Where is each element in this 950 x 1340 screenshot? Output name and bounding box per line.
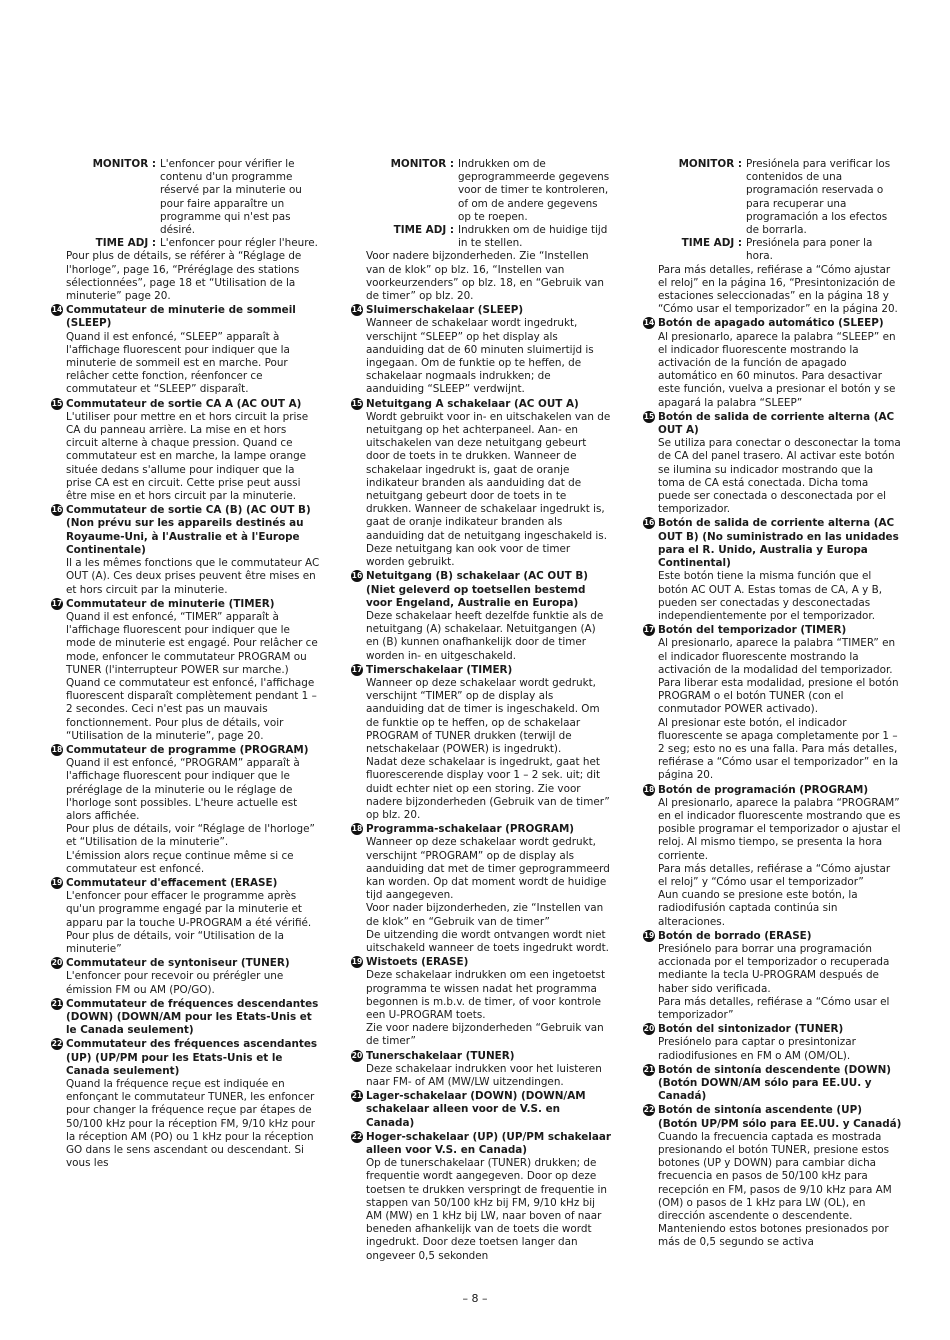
section-title: Commutateur de sortie CA A (AC OUT A) (66, 397, 302, 410)
section-item (51, 504, 320, 596)
section-item (351, 1049, 611, 1090)
section-item (51, 997, 320, 1038)
section-paragraph: Para más detalles, refiérase a “Cómo usar el temporizador” (658, 995, 890, 1021)
section-number-badge: 15 (643, 411, 655, 421)
section-heading (51, 397, 320, 411)
section-title: Wistoets (ERASE) (366, 956, 469, 969)
section-paragraph: Al presionar este botón, el indicador fluorescente se apaga completamente por 1 – 2 seg; esto no es una falla. Para más detalles, refiérase a “Cómo usar el temporizador” en la página 20. (658, 716, 899, 782)
section-body (66, 757, 320, 876)
section-body (366, 836, 611, 955)
section-heading (643, 1104, 902, 1130)
section-number-badge: 22 (51, 1039, 63, 1049)
section-item (351, 1090, 611, 1130)
section-heading (51, 876, 320, 890)
section-heading (351, 1090, 611, 1130)
section-item (643, 517, 902, 623)
section-heading (351, 304, 611, 317)
section-body (366, 677, 611, 822)
section-body (366, 610, 611, 663)
section-list (51, 304, 320, 1170)
section-number-badge: 19 (51, 877, 63, 887)
section-number-badge: 16 (51, 505, 63, 515)
section-heading (351, 1049, 611, 1063)
section-number-badge: 17 (51, 598, 63, 608)
section-number-badge: 21 (643, 1064, 655, 1074)
section-heading (351, 1130, 611, 1157)
section-item (643, 317, 902, 409)
section-item (51, 1038, 320, 1170)
section-item (643, 1063, 902, 1104)
section-title: Botón de sintonía descendente (DOWN) (Botón DOWN/AM sólo para EE.UU. y Canadá) (658, 1063, 892, 1103)
section-title: Botón de salida de corriente alterna (AC OUT A) (658, 410, 895, 437)
section-body (658, 437, 902, 516)
section-paragraph: Wordt gebruikt voor in- en uitschakelen van de netuitgang op het achterpaneel. Aan- en uitschakelen van deze netuitgang gebeurt door de toets in te drukken. Wanneer de schakelaar ingedrukt is, gaat de oranje indikateur branden als aanduiding dat de netuitgang gebeurt door de toets in te drukken. Wanneer de schakelaar ingedrukt is, gaat de oranje indikateur branden als aanduiding dat de netuitgang ingeschakeld is. Deze netuitgang kan ook voor de timer worden gebruikt. (366, 410, 611, 569)
page-number: – 8 – (462, 1292, 488, 1305)
section-heading (643, 929, 902, 943)
section-body (366, 317, 611, 396)
section-body (658, 943, 902, 1022)
section-paragraph: L'émission alors reçue continue même si ce commutateur est enfoncé. (66, 849, 294, 875)
section-heading (643, 517, 902, 570)
section-paragraph: Para más detalles, refiérase a “Cómo ajustar el reloj” y “Cómo usar el temporizador” (658, 862, 891, 888)
section-body (658, 1131, 902, 1250)
section-item (643, 929, 902, 1022)
definition-monitor (366, 158, 611, 224)
section-title: Botón de borrado (ERASE) (658, 929, 812, 942)
section-paragraph: Cuando la frecuencia captada es mostrada presionando el botón TUNER, presione estos botones (UP y DOWN) para cambiar dicha frecuencia en pasos de 50/100 kHz para recepción en FM, pasos de 9/10 kHz para AM (OM) o pasos de 1 kHz para LW (OL), en dirección ascendente o descendente. Manteniendo estos botones presionados por más de 0,5 segundo se activa (658, 1130, 892, 1249)
section-heading (643, 1063, 902, 1104)
section-heading (51, 504, 320, 557)
section-number-badge: 22 (643, 1105, 655, 1115)
section-item (51, 876, 320, 956)
section-heading (351, 397, 611, 411)
section-title: Botón de salida de corriente alterna (AC OUT B) (No suministrado en las unidades para el R. Unido, Australia y Europa Continental) (658, 517, 899, 570)
section-number-badge: 14 (51, 305, 63, 315)
section-heading (51, 997, 320, 1038)
definition-term: MONITOR : (678, 158, 742, 170)
section-item (643, 783, 902, 929)
section-number-badge: 18 (351, 824, 363, 834)
section-number-badge: 16 (351, 571, 363, 581)
section-title: Commutateur des fréquences ascendantes (UP) (UP/PM pour les Etats-Unis et le Canada seulement) (66, 1038, 318, 1077)
section-item (351, 663, 611, 822)
section-paragraph: Deze schakelaar heeft dezelfde funktie als de netuitgang (A) schakelaar. Netuitgangen (A) en (B) kunnen onafhankelijk door de timer worden in- en uitgeschakeld. (366, 609, 604, 662)
section-paragraph: Al presionarlo, aparece la palabra “SLEEP” en el indicador fluorescente mostrando la activación de la función de apagado automático en 60 minutos. Para desactivar este función, vuelva a presionar el botón y se apagará la palabra “SLEEP” (658, 330, 896, 409)
section-number-badge: 20 (51, 958, 63, 968)
section-paragraph: Quand il est enfoncé, “TIMER” apparaît à l'affichage fluorescent pour indiquer que le mode de minuterie est engagé. Pour relâcher ce mode, enfoncer le commutateur PROGRAM ou TUNER (l'interrupteur POWER sur marche.) (66, 610, 318, 676)
section-list (351, 304, 611, 1263)
section-title: Commutateur de minuterie de sommeil (SLEEP) (66, 304, 296, 330)
section-paragraph: Voor nader bijzonderheden, zie “Instellen van de klok” en “Gebruik van de timer” (366, 902, 604, 928)
section-number-badge: 21 (51, 998, 63, 1008)
section-item (51, 743, 320, 876)
section-number-badge: 21 (351, 1091, 363, 1101)
section-number-badge: 16 (643, 518, 655, 528)
section-paragraph: Wanneer op deze schakelaar wordt gedrukt, verschijnt “PROGRAM” op de display als aanduiding dat met de timer geprogrammeerd kan worden. Op dat moment wordt de huidige tijd aangegeven. (366, 836, 610, 902)
section-item (351, 956, 611, 1048)
section-heading (351, 823, 611, 836)
section-body (66, 970, 320, 996)
definition-time-adj (658, 237, 902, 263)
section-body (658, 1036, 902, 1062)
section-title: Commutateur de sortie CA (B) (AC OUT B) (Non prévu sur les appareils destinés au Royaume-Uni, à l'Australie et à l'Europe Continentale) (66, 504, 311, 556)
section-paragraph: Quand il est enfoncé, “PROGRAM” apparaît à l'affichage fluorescent pour indiquer que le préréglage de la minuterie ou le réglage de l'horloge sont possibles. L'heure actuelle est alors affichée. (66, 757, 300, 822)
section-paragraph: Al presionarlo, aparece la palabra “PROGRAM” en el indicador fluorescente mostrando que es posible programar el temporizador o ajustar el reloj. Al mismo tiempo, se presenta la hora corriente. (658, 796, 901, 862)
section-item (643, 624, 902, 782)
section-body (366, 1157, 611, 1263)
section-paragraph: Deze schakelaar indrukken om een ingetoetst programma te wissen nadat het programma begonnen is m.b.v. de timer, of voor kontrole een U-PROGRAM toets. (366, 969, 606, 1021)
section-title: Timerschakelaar (TIMER) (366, 663, 513, 676)
section-item (51, 957, 320, 997)
section-item (643, 1104, 902, 1249)
section-number-badge: 19 (643, 930, 655, 940)
section-title: Botón de apagado automático (SLEEP) (658, 317, 884, 330)
definition-term: TIME ADJ : (393, 224, 454, 237)
section-paragraph: Quand il est enfoncé, “SLEEP” apparaît à l'affichage fluorescent pour indiquer que la minuterie de sommeil est en marche. Pour relâcher cette fonction, réenfoncer ce commutateur et “SLEEP” disparaît. (66, 330, 290, 396)
intro-paragraph: Voor nadere bijzonderheden. Zie “Instellen van de klok” op blz. 16, “Instellen van voorkeurzenders” op blz. 18, en “Gebruik van de timer” op blz. 20. (366, 250, 604, 303)
intro-paragraph: Pour plus de détails, se référer à “Réglage de l'horloge”, page 16, “Préréglage des stations sélectionnées”, page 18 et “Utilisation de la minuterie” page 20. (66, 250, 302, 303)
section-body (366, 1063, 611, 1089)
section-body (658, 637, 902, 782)
section-number-badge: 15 (351, 398, 363, 408)
section-title: Netuitgang A schakelaar (AC OUT A) (366, 397, 579, 410)
section-item (643, 1023, 902, 1063)
section-item (643, 410, 902, 517)
definition-time-adj (66, 237, 320, 250)
section-paragraph: Deze schakelaar indrukken voor het luisteren naar FM- of AM (MW/LW uitzendingen. (366, 1062, 602, 1089)
section-heading (51, 597, 320, 611)
definition-text: Presiónela para poner la hora. (746, 237, 873, 263)
column-dutch (351, 158, 611, 1263)
section-number-badge: 15 (51, 398, 63, 408)
section-title: Sluimerschakelaar (SLEEP) (366, 304, 524, 317)
section-paragraph: Op de tunerschakelaar (TUNER) drukken; de frequentie wordt aangegeven. Door op deze toetsen te drukken verspringt de frequentie in stappen van 50/100 kHz bij FM, 9/10 kHz bij AM (MW) en 1 kHz bij LW, naar boven of naar beneden afhankelijk van de toets die wordt ingedrukt. Door deze toetsen langer dan ongeveer 0,5 sekonden (366, 1157, 607, 1262)
definition-text: Indrukken om de huidige tijd in te stellen. (458, 224, 608, 250)
definition-monitor (658, 158, 902, 237)
section-paragraph: De uitzending die wordt ontvangen wordt niet uitschakeld wanneer de toets ingedrukt wordt. (366, 928, 609, 954)
section-paragraph: Wanneer de schakelaar wordt ingedrukt, verschijnt “SLEEP” op het display als aanduiding dat de 60 minuten sluimertijd is ingegaan. Om de funktie op te heffen, de schakelaar nogmaals indrukken; de aanduiding “SLEEP” verdwijnt. (366, 317, 594, 396)
section-heading (51, 957, 320, 970)
section-title: Botón del sintonizador (TUNER) (658, 1023, 844, 1036)
section-body (66, 890, 320, 956)
section-title: Commutateur de programme (PROGRAM) (66, 743, 309, 756)
section-heading (51, 743, 320, 757)
section-item (351, 397, 611, 570)
section-heading (51, 1038, 320, 1078)
section-body (66, 1078, 320, 1170)
section-paragraph: Este botón tiene la misma función que el botón AC OUT A. Estas tomas de CA, A y B, pueden ser conectadas y desconectadas independientemente por el temporizador. (658, 570, 883, 622)
section-number-badge: 14 (351, 305, 363, 315)
section-heading (643, 410, 902, 437)
section-title: Commutateur de minuterie (TIMER) (66, 597, 275, 610)
section-heading (51, 304, 320, 330)
section-paragraph: Al presionarlo, aparece la palabra “TIMER” en el indicador fluorescente mostrando la activación de la modalidad del temporizador. Para liberar esta modalidad, presione el botón PROGRAM o el botón TUNER (con el conmutador POWER activado). (658, 637, 899, 716)
section-title: Commutateur de fréquences descendantes (DOWN) (DOWN/AM pour les Etats-Unis et le Canada seulement) (66, 997, 319, 1037)
section-heading (643, 317, 902, 330)
section-body (66, 411, 320, 503)
section-paragraph: Nadat deze schakelaar is ingedrukt, gaat het fluorescerende display voor 1 – 2 sek. uit; dit duidt echter niet op een storing. Zie voor nadere bijzonderheden (Gebruik van de timer” op blz. 20. (366, 756, 610, 821)
definition-text: L'enfoncer pour régler l'heure. (160, 237, 318, 250)
section-title: Botón de programación (PROGRAM) (658, 783, 869, 796)
section-body (66, 611, 320, 743)
section-paragraph: L'utiliser pour mettre en et hors circuit la prise CA du panneau arrière. La mise en et hors circuit alterne à chaque pression. Quand ce commutateur est en marche, la lampe orange située dedans s'allume pour indiquer que la prise CA est en circuit. Cette prise peut aussi être mise en et hors circuit par la minuterie. (66, 410, 309, 503)
section-body (66, 331, 320, 397)
section-heading (351, 956, 611, 969)
section-body (366, 411, 611, 569)
section-paragraph: Presiónelo para borrar una programación accionada por el temporizador o recuperada mediante la tecla U-PROGRAM después de haber sido verificada. (658, 942, 890, 995)
section-title: Hoger-schakelaar (UP) (UP/PM schakelaar alleen voor V.S. en Canada) (366, 1130, 611, 1157)
section-paragraph: Quand la fréquence reçue est indiquée en enfonçant le commutateur TUNER, les enfoncer pour changer la fréquence reçue par étapes de 50/100 kHz pour la réception FM, 9/10 kHz pour la réception AM (PO) ou 1 kHz pour la réception GO dans le sens ascendant ou descendant. Si vous les (66, 1078, 316, 1170)
intro-paragraph: Para más detalles, refiérase a “Cómo ajustar el reloj” en la página 16, “Presintonización de estaciones seleccionadas” en la página 18 y “Cómo usar el temporizador” en la página 20. (658, 263, 898, 316)
section-body (66, 557, 320, 597)
section-heading (643, 624, 902, 637)
section-paragraph: Il a les mêmes fonctions que le commutateur AC OUT (A). Ces deux prises peuvent être mises en et hors circuit par la minuterie. (66, 557, 320, 596)
section-number-badge: 17 (643, 625, 655, 635)
section-number-badge: 20 (643, 1024, 655, 1034)
section-title: Programma-schakelaar (PROGRAM) (366, 823, 575, 836)
section-item (351, 1130, 611, 1263)
section-paragraph: L'enfoncer pour recevoir ou prérégler une émission FM ou AM (PO/GO). (66, 970, 284, 996)
section-list (643, 317, 902, 1249)
section-item (51, 304, 320, 396)
section-title: Commutateur de syntoniseur (TUNER) (66, 957, 290, 970)
definition-text: Presiónela para verificar los contenidos de una programación reservada o para recuperar una programación a los efectos de borrarla. (746, 158, 891, 237)
definition-term: TIME ADJ : (95, 237, 156, 250)
section-number-badge: 19 (351, 957, 363, 967)
definition-term: MONITOR : (92, 158, 156, 170)
section-paragraph: L'enfoncer pour effacer le programme après qu'un programme engagé par la minuterie et apparu par la touche U-PROGRAM a été vérifié. (66, 890, 312, 929)
section-body (658, 570, 902, 623)
section-title: Commutateur d'effacement (ERASE) (66, 876, 278, 889)
section-paragraph: Quand ce commutateur est enfoncé, l'affichage fluorescent disparaît complètement pendant 1 – 2 secondes. Ceci n'est pas un mauvais fonctionnement. Pour plus de détails, voir “Utilisation de la minuterie”, page 20. (66, 676, 317, 742)
section-heading (643, 783, 902, 797)
section-paragraph: Pour plus de détails, voir “Utilisation de la minuterie” (66, 929, 284, 955)
definition-text: Indrukken om de geprogrammeerde gegevens voor de timer te kontroleren, of om de andere gegevens op te roepen. (458, 158, 610, 223)
section-body (366, 969, 611, 1048)
section-number-badge: 17 (351, 664, 363, 674)
section-item (351, 570, 611, 662)
section-item (351, 304, 611, 396)
section-paragraph: Pour plus de détails, voir “Réglage de l'horloge” et “Utilisation de la minuterie”. (66, 823, 315, 849)
column-french (51, 158, 320, 1170)
column-spanish (643, 158, 902, 1250)
section-heading (351, 663, 611, 677)
definition-monitor (66, 158, 320, 237)
section-title: Lager-schakelaar (DOWN) (DOWN/AM schakelaar alleen voor de V.S. en Canada) (366, 1090, 586, 1129)
section-paragraph: Wanneer op deze schakelaar wordt gedrukt, verschijnt “TIMER” op de display als aanduiding dat de timer is ingeschakeld. Om de funktie op te heffen, op de schakelaar PROGRAM of TUNER drukken (terwijl de netschakelaar (POWER) is ingedrukt). (366, 676, 600, 755)
definition-text: L'enfoncer pour vérifier le contenu d'un programme réservé par la minuterie ou pour faire apparaître un programme qui n'est pas désiré. (160, 158, 302, 237)
section-number-badge: 18 (643, 784, 655, 794)
section-number-badge: 18 (51, 744, 63, 754)
section-number-badge: 14 (643, 318, 655, 328)
section-paragraph: Aun cuando se presione este botón, la radiodifusión captada continúa sin alteraciones. (658, 889, 858, 928)
section-heading (643, 1023, 902, 1036)
section-body (658, 331, 902, 410)
section-paragraph: Zie voor nadere bijzonderheden “Gebruik van de timer” (366, 1022, 604, 1048)
section-number-badge: 20 (351, 1050, 363, 1060)
section-number-badge: 22 (351, 1131, 363, 1141)
section-title: Botón de sintonía ascendente (UP) (Botón UP/PM sólo para EE.UU. y Canadá) (658, 1104, 902, 1130)
section-title: Netuitgang (B) schakelaar (AC OUT B) (Niet geleverd op toetsellen bestemd voor Engeland, Australie en Europa) (366, 570, 589, 609)
section-paragraph: Se utiliza para conectar o desconectar la toma de CA del panel trasero. Al activar este botón se ilumina su indicador mostrando que la toma de CA está conectada. Dicha toma puede ser conectada o desconectada por el temporizador. (658, 437, 901, 516)
section-item (351, 823, 611, 955)
section-title: Tunerschakelaar (TUNER) (366, 1049, 515, 1062)
section-title: Botón del temporizador (TIMER) (658, 624, 847, 637)
section-heading (351, 570, 611, 610)
section-paragraph: Presiónelo para captar o presintonizar radiodifusiones en FM o AM (OM/OL). (658, 1036, 856, 1062)
section-item (51, 397, 320, 504)
section-body (658, 797, 902, 929)
definition-term: TIME ADJ : (681, 237, 742, 250)
definition-time-adj (366, 224, 611, 250)
definition-term: MONITOR : (390, 158, 454, 170)
section-item (51, 597, 320, 743)
